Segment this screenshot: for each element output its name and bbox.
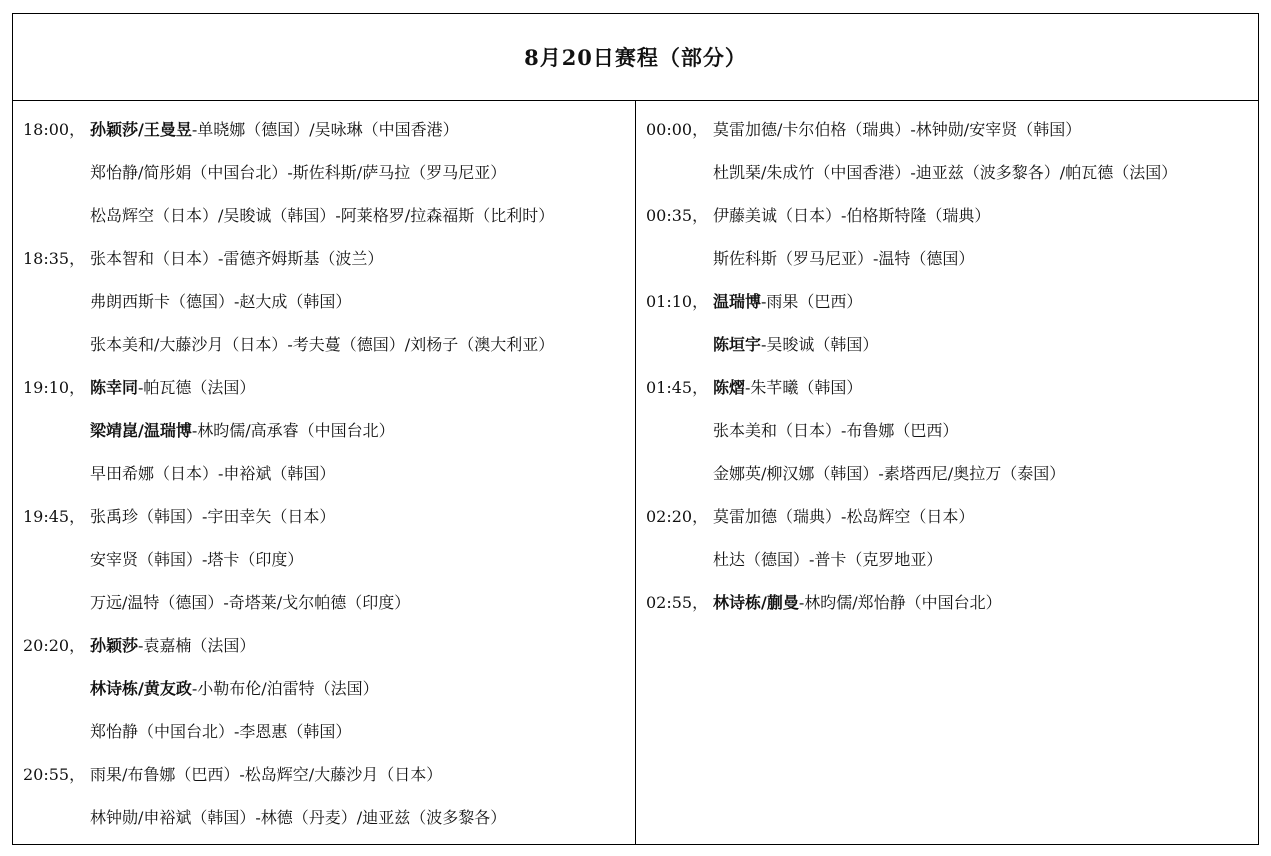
match-detail: -小勒布伦/泊雷特（法国） bbox=[191, 679, 379, 698]
match-detail: -朱芊曦（韩国） bbox=[745, 378, 863, 397]
schedule-row bbox=[23, 505, 335, 529]
match-detail: 早田希娜（日本）-申裕斌（韩国） bbox=[90, 464, 336, 483]
schedule-row bbox=[23, 161, 506, 185]
highlighted-players: 林诗栋/黄友政 bbox=[90, 679, 192, 698]
highlighted-players: 温瑞博 bbox=[713, 292, 762, 311]
schedule-row bbox=[23, 677, 379, 701]
schedule-row bbox=[646, 462, 1065, 486]
match-detail: -单晓娜（德国）/吴咏琳（中国香港） bbox=[191, 120, 459, 139]
match-detail: 杜达（德国）-普卡（克罗地亚） bbox=[713, 550, 943, 569]
highlighted-players: 梁靖崑/温瑞博 bbox=[90, 421, 192, 440]
match-detail: 郑怡静/简彤娟（中国台北）-斯佐科斯/萨马拉（罗马尼亚） bbox=[90, 163, 507, 182]
schedule-row bbox=[23, 247, 383, 271]
match-time: 19:10， bbox=[23, 378, 86, 397]
schedule-row bbox=[23, 634, 255, 658]
match-detail: -林昀儒/郑怡静（中国台北） bbox=[798, 593, 1002, 612]
match-detail: 松岛辉空（日本）/吴晙诚（韩国）-阿莱格罗/拉森福斯（比利时） bbox=[90, 206, 555, 225]
match-time: 18:00， bbox=[23, 120, 86, 139]
match-detail: -雨果（巴西） bbox=[761, 292, 863, 311]
match-detail: 安宰贤（韩国）-塔卡（印度） bbox=[90, 550, 304, 569]
match-time: 00:00， bbox=[646, 120, 709, 139]
title-row bbox=[13, 14, 1258, 101]
schedule-row bbox=[646, 118, 1081, 142]
schedule-row bbox=[646, 333, 878, 357]
match-detail: 万远/温特（德国）-奇塔莱/戈尔帕德（印度） bbox=[90, 593, 411, 612]
match-time: 20:20， bbox=[23, 636, 86, 655]
match-time: 00:35， bbox=[646, 206, 709, 225]
match-detail: 莫雷加德/卡尔伯格（瑞典）-林钟勋/安宰贤（韩国） bbox=[713, 120, 1082, 139]
match-detail: 斯佐科斯（罗马尼亚）-温特（德国） bbox=[713, 249, 975, 268]
right-column bbox=[636, 101, 1258, 844]
match-detail: 金娜英/柳汉娜（韩国）-素塔西尼/奥拉万（泰国） bbox=[713, 464, 1066, 483]
match-detail: 杜凯琹/朱成竹（中国香港）-迪亚兹（波多黎各）/帕瓦德（法国） bbox=[713, 163, 1178, 182]
match-time: 18:35， bbox=[23, 249, 86, 268]
schedule-row bbox=[23, 548, 303, 572]
match-time: 01:10， bbox=[646, 292, 709, 311]
highlighted-players: 陈幸同 bbox=[90, 378, 139, 397]
schedule-row bbox=[23, 290, 351, 314]
match-detail: 郑怡静（中国台北）-李恩惠（韩国） bbox=[90, 722, 352, 741]
highlighted-players: 林诗栋/蒯曼 bbox=[713, 593, 799, 612]
schedule-row bbox=[23, 333, 554, 357]
match-detail: 张本美和（日本）-布鲁娜（巴西） bbox=[713, 421, 959, 440]
schedule-row bbox=[646, 204, 990, 228]
highlighted-players: 陈熠 bbox=[713, 378, 746, 397]
schedule-row bbox=[23, 763, 442, 787]
schedule-title: 8月20日赛程（部分） bbox=[524, 45, 747, 70]
match-time: 02:55， bbox=[646, 593, 709, 612]
match-time: 02:20， bbox=[646, 507, 709, 526]
match-detail: -袁嘉楠（法国） bbox=[138, 636, 256, 655]
match-time: 20:55， bbox=[23, 765, 86, 784]
match-detail: -吴晙诚（韩国） bbox=[761, 335, 879, 354]
schedule-row bbox=[646, 376, 862, 400]
schedule-row bbox=[646, 290, 862, 314]
schedule-row bbox=[23, 720, 351, 744]
match-time: 01:45， bbox=[646, 378, 709, 397]
schedule-row bbox=[646, 419, 958, 443]
schedule-row bbox=[23, 419, 395, 443]
schedule-row bbox=[23, 591, 410, 615]
highlighted-players: 孙颖莎/王曼昱 bbox=[90, 120, 192, 139]
match-detail: 雨果/布鲁娜（巴西）-松岛辉空/大藤沙月（日本） bbox=[90, 765, 443, 784]
highlighted-players: 孙颖莎 bbox=[90, 636, 139, 655]
left-column bbox=[13, 101, 636, 844]
match-detail: -帕瓦德（法国） bbox=[138, 378, 256, 397]
schedule-row bbox=[646, 591, 1002, 615]
match-detail: 伊藤美诚（日本）-伯格斯特隆（瑞典） bbox=[713, 206, 991, 225]
match-detail: 张禹珍（韩国）-宇田幸矢（日本） bbox=[90, 507, 336, 526]
schedule-row bbox=[646, 505, 974, 529]
schedule-row bbox=[23, 118, 459, 142]
schedule-row bbox=[23, 462, 335, 486]
schedule-row bbox=[23, 376, 255, 400]
highlighted-players: 陈垣宇 bbox=[713, 335, 762, 354]
match-time: 19:45， bbox=[23, 507, 86, 526]
schedule-table bbox=[12, 13, 1259, 845]
schedule-row bbox=[646, 548, 942, 572]
schedule-row bbox=[646, 247, 974, 271]
match-detail: 弗朗西斯卡（德国）-赵大成（韩国） bbox=[90, 292, 352, 311]
match-detail: 林钟勋/申裕斌（韩国）-林德（丹麦）/迪亚兹（波多黎各） bbox=[90, 808, 507, 827]
match-detail: -林昀儒/高承睿（中国台北） bbox=[191, 421, 395, 440]
match-detail: 张本美和/大藤沙月（日本）-考夫蔓（德国）/刘杨子（澳大利亚） bbox=[90, 335, 555, 354]
match-detail: 张本智和（日本）-雷德齐姆斯基（波兰） bbox=[90, 249, 384, 268]
schedule-row bbox=[646, 161, 1177, 185]
match-detail: 莫雷加德（瑞典）-松岛辉空（日本） bbox=[713, 507, 975, 526]
schedule-row bbox=[23, 806, 506, 830]
schedule-row bbox=[23, 204, 554, 228]
